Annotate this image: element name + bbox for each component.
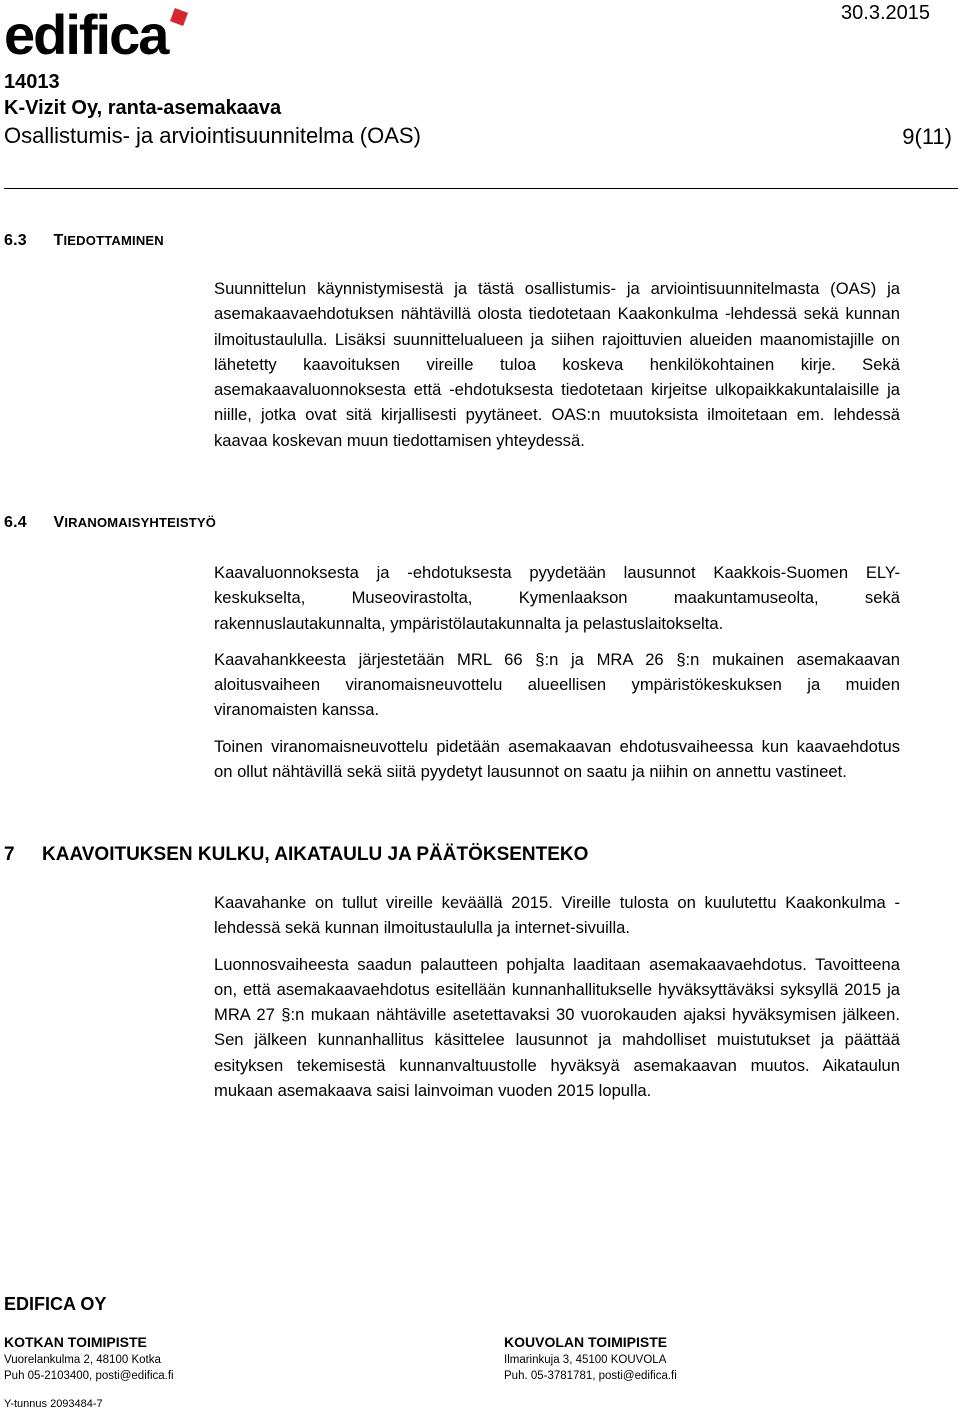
footer-business-id: Y-tunnus 2093484-7 (4, 1398, 103, 1410)
logo-wordmark: edifica (4, 4, 168, 60)
page-number: 9(11) (902, 124, 952, 149)
section-body-6-3 (214, 276, 900, 464)
footer-company: EDIFICA OY (4, 1294, 107, 1314)
project-title: K-Vizit Oy, ranta-asemakaava (4, 97, 282, 119)
project-number: 14013 (4, 71, 60, 93)
chapter-number: 7 (4, 844, 15, 865)
document-title: Osallistumis- ja arviointisuunnitelma (OAS) (4, 123, 421, 148)
document-date: 30.3.2015 (841, 2, 930, 24)
paragraph: Kaavahanke on tullut vireille keväällä 2015. Vireille tulosta on kuulutettu Kaakonkulma -lehdessä sekä kunnan ilmoitustaululla ja internet-sivuilla. (214, 893, 900, 938)
section-number: 6.3 (4, 232, 27, 249)
paragraph: Kaavaluonnoksesta ja -ehdotuksesta pyydetään lausunnot Kaakkois-Suomen ELY-keskukselta, Museovirastolta, Kymenlaakson maakuntamuseolta, sekä rakennuslautakunnalta, ympäristölautakunnalta ja pelastuslaitokselta. (214, 563, 900, 633)
footer-kouvola-contact: Puh. 05-3781781, posti@edifica.fi (504, 1370, 677, 1382)
paragraph: Suunnittelun käynnistymisestä ja tästä osallistumis- ja arviointisuunnitelmasta (OAS) ja asemakaavaehdotuksen nähtävillä olosta tiedotetaan Kaakonkulma -lehdessä sekä kunnan ilmoitustaululla. Lisäksi suunnittelualueen ja siihen rajoittuvien alueiden maanomistajille on lähetetty kaavoituksen vireille tuloa koskeva henkilökohtainen kirje. Sekä asemakaavaluonnoksesta että -ehdotuksesta tiedotetaan kirjeitse ulkopaikkakuntalaisille ja niille, jotka ovat sitä kirjallisesti pyytäneet. OAS:n muutoksista ilmoitetaan em. lehdessä kaavaa koskevan muun tiedottamisen yhteydessä. (214, 279, 900, 450)
footer-kouvola-details (504, 1352, 677, 1384)
footer-kouvola-title: KOUVOLAN TOIMIPISTE (504, 1334, 668, 1350)
footer-kotka-address: Vuorelankulma 2, 48100 Kotka (4, 1354, 161, 1366)
section-body-7 (214, 890, 900, 1114)
paragraph: Toinen viranomaisneuvottelu pidetään asemakaavan ehdotusvaiheessa kun kaavaehdotus on ollut nähtävillä sekä siitä pyydetyt lausunnot on saatu ja niihin on annettu vastineet. (214, 736, 900, 782)
footer-kotka-details (4, 1352, 174, 1384)
section-number: 6.4 (4, 514, 27, 531)
logo-accent-mark (170, 8, 188, 26)
paragraph: Luonnosvaiheesta saadun palautteen pohjalta laaditaan asemakaavaehdotus. Tavoitteena on, että asemakaavaehdotus esitellään kunnanhallitukselle hyväksyttäväksi syksyllä 2015 ja MRA 27 §:n mukaan nähtäville asetettavaksi 30 vuorokauden ajaksi hyväksymisen jälkeen. Sen jälkeen kunnanhallitus käsittelee lausunnot ja mahdolliset muistutukset ja päättää esityksen tekemisestä kunnanvaltuustolle hyväksyä asemakaavan muutos. Aikataulun mukaan asemakaava saisi lainvoiman vuoden 2015 lopulla. (214, 954, 900, 1101)
footer-kouvola-address: Ilmarinkuja 3, 45100 KOUVOLA (504, 1354, 667, 1366)
footer-kotka-title: KOTKAN TOIMIPISTE (4, 1334, 147, 1350)
chapter-title: KAAVOITUKSEN KULKU, AIKATAULU JA PÄÄTÖKSENTEKO (42, 844, 589, 865)
header-divider (4, 188, 958, 189)
edifica-logo (4, 4, 194, 60)
paragraph: Kaavahankkeesta järjestetään MRL 66 §:n ja MRA 26 §:n mukainen asemakaavan aloitusvaiheen viranomaisneuvottelu alueellisen ympäristökeskuksen ja muiden viranomaisten kanssa. (214, 649, 900, 720)
footer-kotka-contact: Puh 05-2103400, posti@edifica.fi (4, 1370, 174, 1382)
chapter-heading-7 (4, 844, 588, 866)
section-heading-6-4: 6.4 VIRANOMAISYHTEISTYÖ (4, 514, 217, 531)
section-heading-6-3: 6.3 TIEDOTTAMINEN (4, 232, 164, 249)
section-body-6-4 (214, 560, 900, 795)
